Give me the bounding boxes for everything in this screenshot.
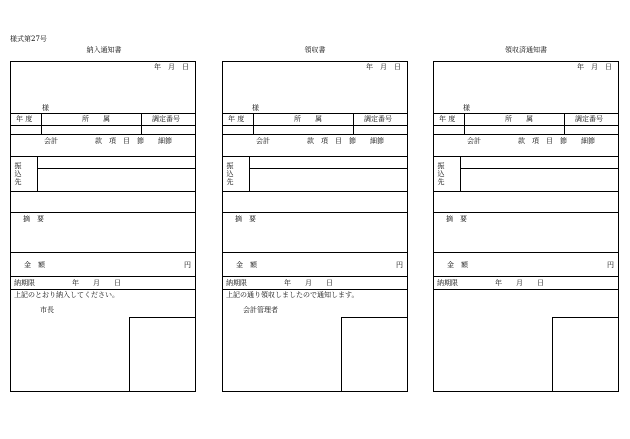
- shozoku-label: 所 属: [294, 115, 322, 123]
- kaikei-label: 会計: [256, 137, 270, 145]
- kingaku-label: 金 額: [236, 261, 257, 269]
- kanmoku-label: 款 項 目 節 細節: [307, 137, 384, 145]
- shozoku-label: 所 属: [82, 115, 110, 123]
- chotei-label: 調定番号: [575, 115, 603, 123]
- nendo-label: 年 度: [439, 115, 456, 123]
- yen-label: 円: [607, 261, 614, 269]
- form-ryoshuzumi-tsuchisho: [433, 61, 619, 392]
- chotei-label: 調定番号: [364, 115, 392, 123]
- stamp-box: [129, 317, 196, 392]
- shozoku-label: 所 属: [505, 115, 533, 123]
- signer: 会計管理者: [243, 306, 278, 314]
- form-ryoshusho: [222, 61, 408, 392]
- tekiyo-label: 摘 要: [23, 215, 44, 223]
- nendo-label: 年 度: [16, 115, 33, 123]
- kanmoku-label: 款 項 目 節 細節: [518, 137, 595, 145]
- kigen-label: 納期限: [437, 279, 458, 287]
- kigen-label: 納期限: [14, 279, 35, 287]
- form-number: 様式第27号: [10, 35, 47, 43]
- tekiyo-label: 摘 要: [446, 215, 467, 223]
- form-nonyu-tsuchisho: [10, 61, 196, 392]
- date-field: 年 月 日: [366, 63, 401, 71]
- kanmoku-label: 款 項 目 節 細節: [95, 137, 172, 145]
- sama-label: 様: [252, 104, 259, 112]
- form-title-ryoshuzumi: 領収済通知書: [505, 46, 547, 54]
- form-title-nonyu: 納入通知書: [86, 46, 122, 54]
- nendo-label: 年 度: [228, 115, 245, 123]
- stamp-box: [552, 317, 619, 392]
- kaikei-label: 会計: [467, 137, 481, 145]
- furikomi-label: 振込先: [437, 162, 445, 186]
- kaikei-label: 会計: [44, 137, 58, 145]
- signer: 市長: [40, 306, 54, 314]
- notice-message: 上記のとおり納入してください。: [14, 291, 119, 299]
- date-field: 年 月 日: [154, 63, 189, 71]
- sama-label: 様: [463, 104, 470, 112]
- yen-label: 円: [184, 261, 191, 269]
- kingaku-label: 金 額: [447, 261, 468, 269]
- form-title-ryoshusho: 領収書: [304, 46, 326, 54]
- notice-message: 上記の通り領収しましたので通知します。: [226, 291, 359, 299]
- chotei-label: 調定番号: [152, 115, 180, 123]
- sama-label: 様: [42, 104, 49, 112]
- kigen-label: 納期限: [226, 279, 247, 287]
- yen-label: 円: [396, 261, 403, 269]
- furikomi-label: 振込先: [226, 162, 234, 186]
- kigen-date: 年 月 日: [284, 279, 333, 287]
- tekiyo-label: 摘 要: [235, 215, 256, 223]
- kigen-date: 年 月 日: [72, 279, 121, 287]
- furikomi-label: 振込先: [14, 162, 22, 186]
- kingaku-label: 金 額: [24, 261, 45, 269]
- kigen-date: 年 月 日: [495, 279, 544, 287]
- stamp-box: [341, 317, 408, 392]
- date-field: 年 月 日: [577, 63, 612, 71]
